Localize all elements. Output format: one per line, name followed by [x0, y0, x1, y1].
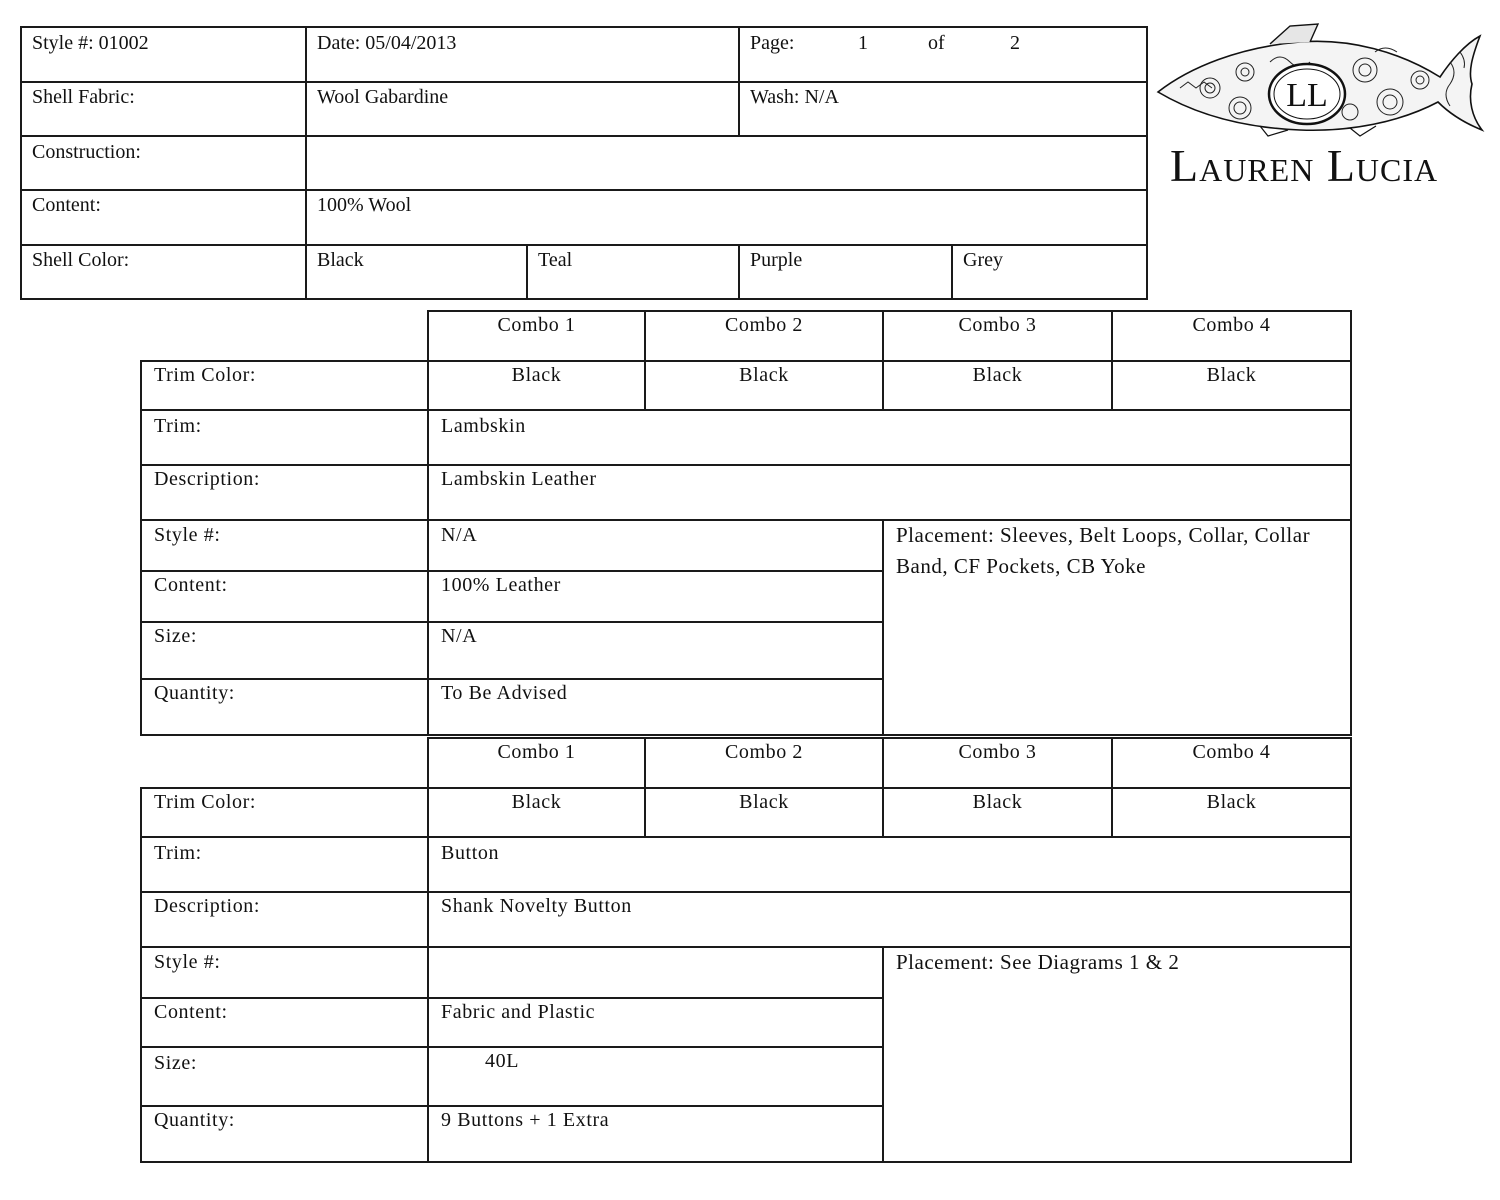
trim-color-value: Black: [972, 364, 1023, 386]
trim-value: Button: [441, 842, 500, 864]
trim-color-value: Black: [972, 791, 1023, 813]
size-value: N/A: [441, 625, 478, 647]
wash-label: Wash: N/A: [750, 86, 839, 108]
divider: [140, 1161, 1352, 1163]
page-number: 1: [858, 32, 868, 54]
divider: [140, 360, 1352, 362]
shell-color-label: Shell Color:: [32, 249, 130, 271]
divider: [140, 464, 1352, 466]
divider: [140, 997, 884, 999]
combo-header: Combo 1: [497, 741, 576, 763]
trim-color-label: Trim Color:: [154, 791, 257, 813]
date: Date: 05/04/2013: [317, 32, 457, 54]
trim-color-value: Black: [1206, 364, 1257, 386]
divider: [140, 836, 1352, 838]
divider: [140, 570, 884, 572]
trim-color-value: Black: [739, 791, 789, 813]
divider: [140, 409, 1352, 411]
shell-color-4: Grey: [963, 249, 1003, 271]
quantity-label: Quantity:: [154, 1109, 235, 1131]
divider: [951, 244, 953, 300]
divider: [140, 787, 142, 1163]
divider: [140, 360, 142, 736]
brand-name: Lauren Lucia: [1170, 140, 1439, 191]
placement-note: Placement: Sleeves, Belt Loops, Collar, Collar Band, CF Pockets, CB Yoke: [896, 523, 1311, 578]
divider: [882, 946, 884, 1163]
page-label: Page:: [750, 32, 795, 54]
page-of-label: of: [928, 32, 945, 54]
combo-header: Combo 2: [724, 741, 804, 763]
shell-color-1: Black: [317, 249, 364, 271]
content-label: Content:: [154, 574, 228, 596]
shell-color-3: Purple: [750, 249, 803, 271]
size-label: Size:: [154, 1052, 197, 1074]
divider: [427, 737, 1352, 739]
divider: [140, 1105, 884, 1107]
placement-note: Placement: See Diagrams 1 & 2: [896, 950, 1180, 974]
combo-header: Combo 1: [497, 314, 576, 336]
divider: [882, 519, 884, 736]
divider: [140, 734, 1352, 736]
shell-fabric-label: Shell Fabric:: [32, 86, 135, 108]
fish-illustration-icon: [1150, 22, 1490, 137]
divider: [20, 189, 1148, 191]
quantity-value: To Be Advised: [441, 682, 568, 704]
content-label: Content:: [154, 1001, 228, 1023]
style-number-label: Style #:: [154, 524, 221, 546]
combo-header: Combo 4: [1192, 314, 1271, 336]
divider: [140, 1046, 884, 1048]
size-value: 40L: [485, 1050, 520, 1072]
divider: [140, 787, 1352, 789]
style-number-label: Style #:: [154, 951, 221, 973]
combo-header: Combo 2: [724, 314, 804, 336]
shell-fabric-value: Wool Gabardine: [317, 86, 449, 108]
divider: [1350, 310, 1352, 736]
page-total: 2: [1010, 32, 1020, 54]
content-value: 100% Leather: [441, 574, 561, 596]
description-value: Lambskin Leather: [441, 468, 597, 490]
divider: [526, 244, 528, 300]
trim-color-value: Black: [739, 364, 789, 386]
quantity-value: 9 Buttons + 1 Extra: [441, 1109, 610, 1131]
combo-header: Combo 4: [1192, 741, 1271, 763]
trim-value: Lambskin: [441, 415, 526, 437]
divider: [20, 244, 1148, 246]
trim-color-value: Black: [511, 364, 562, 386]
combo-header: Combo 3: [958, 741, 1037, 763]
description-value: Shank Novelty Button: [441, 895, 632, 917]
monogram: LL: [1286, 77, 1328, 114]
trim-color-label: Trim Color:: [154, 364, 257, 386]
description-label: Description:: [154, 895, 261, 917]
trim-color-value: Black: [1206, 791, 1257, 813]
divider: [140, 621, 884, 623]
size-label: Size:: [154, 625, 197, 647]
divider: [427, 310, 1352, 312]
quantity-label: Quantity:: [154, 682, 235, 704]
style-number: Style #: 01002: [32, 32, 149, 54]
divider: [738, 244, 740, 300]
divider: [1350, 737, 1352, 1163]
combo-header: Combo 3: [958, 314, 1037, 336]
content-label: Content:: [32, 194, 101, 216]
construction-label: Construction:: [32, 141, 141, 163]
shell-color-2: Teal: [538, 249, 573, 271]
trim-label: Trim:: [154, 842, 202, 864]
divider: [140, 891, 1352, 893]
style-number-value: N/A: [441, 524, 478, 546]
content-value: 100% Wool: [317, 194, 412, 216]
trim-color-value: Black: [511, 791, 562, 813]
divider: [20, 135, 1148, 137]
divider: [738, 26, 740, 136]
trim-label: Trim:: [154, 415, 202, 437]
divider: [20, 81, 1148, 83]
description-label: Description:: [154, 468, 261, 490]
divider: [305, 26, 307, 300]
divider: [140, 678, 884, 680]
content-value: Fabric and Plastic: [441, 1001, 596, 1023]
